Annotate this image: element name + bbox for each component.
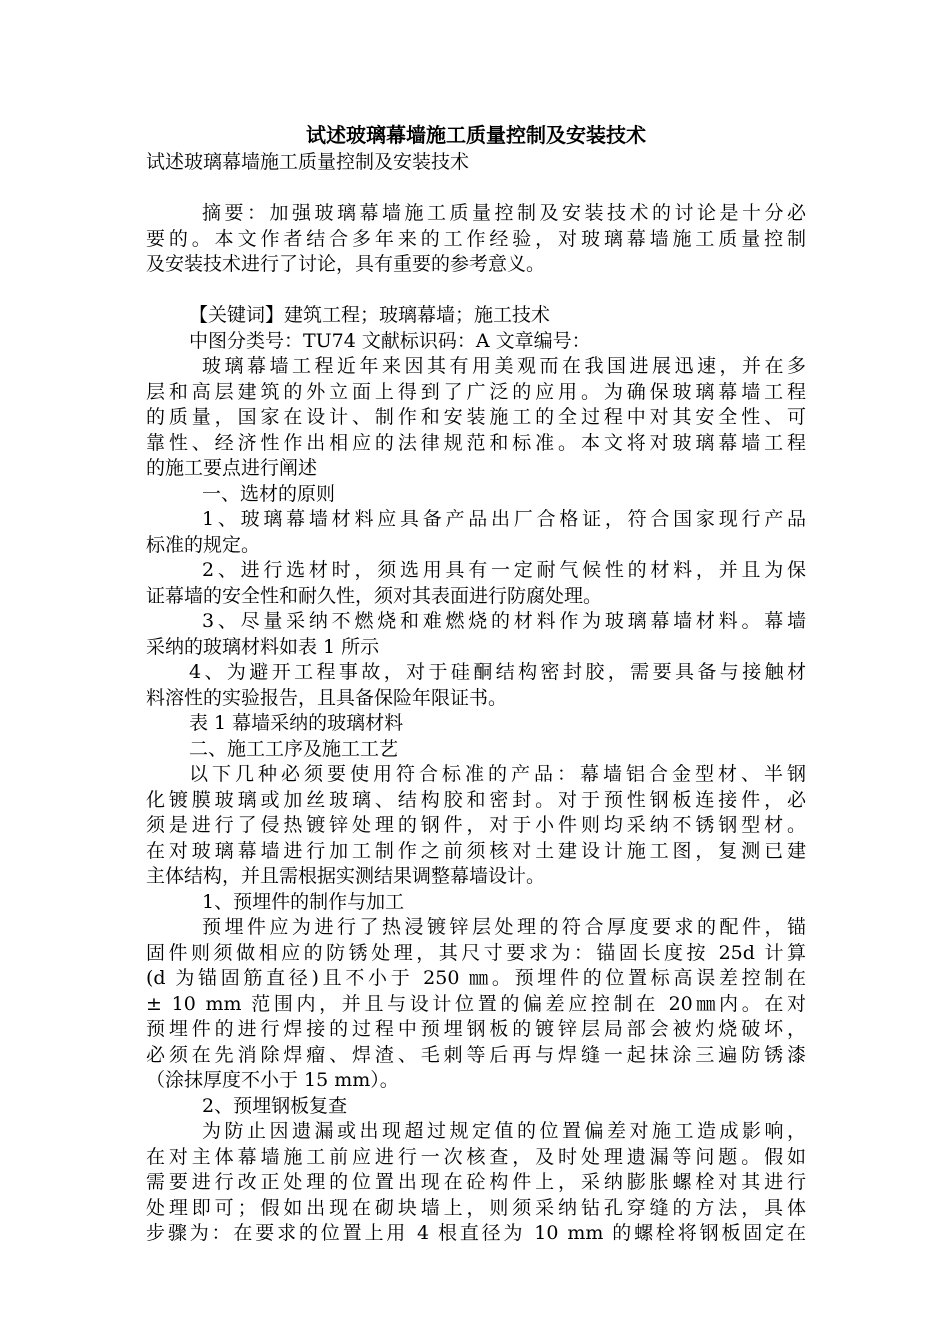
embedded-parts-line: (d 为锚固筋直径)且不小于 250 ㎜。预埋件的位置标高误差控制在 — [146, 967, 806, 989]
list-item-line: 2、进行选材时，须选用具有一定耐气候性的材料，并且为保 — [202, 559, 806, 581]
steel-plate-line: 需要进行改正处理的位置出现在砼构件上，采纳膨胀螺栓对其进行 — [146, 1171, 806, 1193]
process-line: 以下几种必须要使用符合标准的产品：幕墙铝合金型材、半钢 — [189, 763, 806, 785]
document-title: 试述玻璃幕墙施工质量控制及安装技术 — [306, 123, 646, 147]
abstract-line: 要的。本文作者结合多年来的工作经验，对玻璃幕墙施工质量控制 — [146, 227, 806, 250]
process-line: 须是进行了侵热镀锌处理的钢件，对于小件则均采纳不锈钢型材。 — [146, 814, 806, 836]
list-item-line: 4、为避开工程事故，对于硅酮结构密封胶，需要具备与接触材 — [189, 661, 806, 683]
process-paragraph — [146, 762, 806, 890]
list-item — [146, 558, 806, 609]
abstract-paragraph — [146, 201, 806, 278]
classification-line: 中图分类号：TU74 文献标识码：A 文章编号： — [189, 329, 591, 352]
intro-line: 的施工要点进行阐述 — [146, 457, 318, 479]
list-item-line: 料溶性的实验报告，且具备保险年限证书。 — [146, 686, 508, 709]
intro-line: 的质量，国家在设计、制作和安装施工的全过程中对其安全性、可 — [146, 406, 806, 428]
embedded-parts-line: 预埋件的进行焊接的过程中预埋钢板的镀锌层局部会被灼烧破坏， — [146, 1018, 806, 1040]
list-item-line: 标准的规定。 — [146, 533, 261, 556]
intro-line: 玻璃幕墙工程近年来因其有用美观而在我国进展迅速，并在多 — [202, 355, 806, 377]
embedded-parts-paragraph — [146, 915, 806, 1094]
embedded-parts-line: 预埋件应为进行了热浸镀锌层处理的符合厚度要求的配件，锚 — [202, 916, 806, 938]
steel-plate-line: 为防止因遗漏或出现超过规定值的位置偏差对施工造成影响， — [202, 1120, 806, 1142]
abstract-line: 摘要：加强玻璃幕墙施工质量控制及安装技术的讨论是十分必 — [202, 202, 806, 224]
process-line: 主体结构，并且需根据实测结果调整幕墙设计。 — [146, 865, 546, 887]
abstract-line: 及安装技术进行了讨论，具有重要的参考意义。 — [146, 253, 546, 275]
section-heading-materials: 一、选材的原则 — [202, 482, 336, 505]
section-heading-process: 二、施工工序及施工工艺 — [189, 737, 399, 760]
intro-line: 层和高层建筑的外立面上得到了广泛的应用。为确保玻璃幕墙工程 — [146, 380, 806, 403]
intro-paragraph — [146, 354, 806, 482]
document-subtitle: 试述玻璃幕墙施工质量控制及安装技术 — [146, 151, 470, 173]
list-item — [146, 609, 806, 660]
keywords-line: 【关键词】建筑工程；玻璃幕墙；施工技术 — [189, 304, 551, 326]
steel-plate-line: 在对主体幕墙施工前应进行一次核查，及时处理遗漏等问题。假如 — [146, 1145, 806, 1168]
list-item-line: 1、玻璃幕墙材料应具备产品出厂合格证，符合国家现行产品 — [202, 508, 806, 530]
steel-plate-line: 处理即可；假如出现在砌块墙上，则须采纳钻孔穿缝的方法，具体 — [146, 1196, 806, 1219]
table-caption: 表 1 幕墙采纳的玻璃材料 — [189, 712, 404, 734]
subsection-heading-embedded-parts: 1、预埋件的制作与加工 — [202, 890, 405, 913]
blank-line — [146, 278, 806, 304]
intro-line: 靠性、经济性作出相应的法律规范和标准。本文将对玻璃幕墙工程 — [146, 431, 806, 454]
subsection-heading-steel-plate-check: 2、预埋钢板复查 — [202, 1094, 348, 1117]
document-page — [146, 120, 806, 1247]
list-item-line: 证幕墙的安全性和耐久性，须对其表面进行防腐处理。 — [146, 584, 603, 607]
steel-plate-line: 步骤为：在要求的位置上用 4 根直径为 10 mm 的螺栓将钢板固定在 — [146, 1222, 806, 1244]
list-item — [146, 660, 806, 711]
process-line: 在对玻璃幕墙进行加工制作之前须核对土建设计施工图，复测已建 — [146, 839, 806, 862]
embedded-parts-line: 固件则须做相应的防锈处理，其尺寸要求为：锚固长度按 25d 计算 — [146, 941, 806, 964]
steel-plate-paragraph — [146, 1119, 806, 1247]
list-item-line: 采纳的玻璃材料如表 1 所示 — [146, 635, 380, 658]
process-line: 化镀膜玻璃或加丝玻璃、结构胶和密封。对于预性钢板连接件，必 — [146, 788, 806, 811]
list-item-line: 3、尽量采纳不燃烧和难燃烧的材料作为玻璃幕墙材料。幕墙 — [202, 610, 806, 632]
embedded-parts-line: 必须在先消除焊瘤、焊渣、毛刺等后再与焊缝一起抹涂三遍防锈漆 — [146, 1043, 806, 1066]
embedded-parts-line: ± 10 mm 范围内，并且与设计位置的偏差应控制在 20㎜内。在对 — [146, 992, 806, 1015]
list-item — [146, 507, 806, 558]
blank-line — [146, 176, 806, 202]
embedded-parts-line: （涂抹厚度不小于 15 mm）。 — [146, 1069, 399, 1091]
